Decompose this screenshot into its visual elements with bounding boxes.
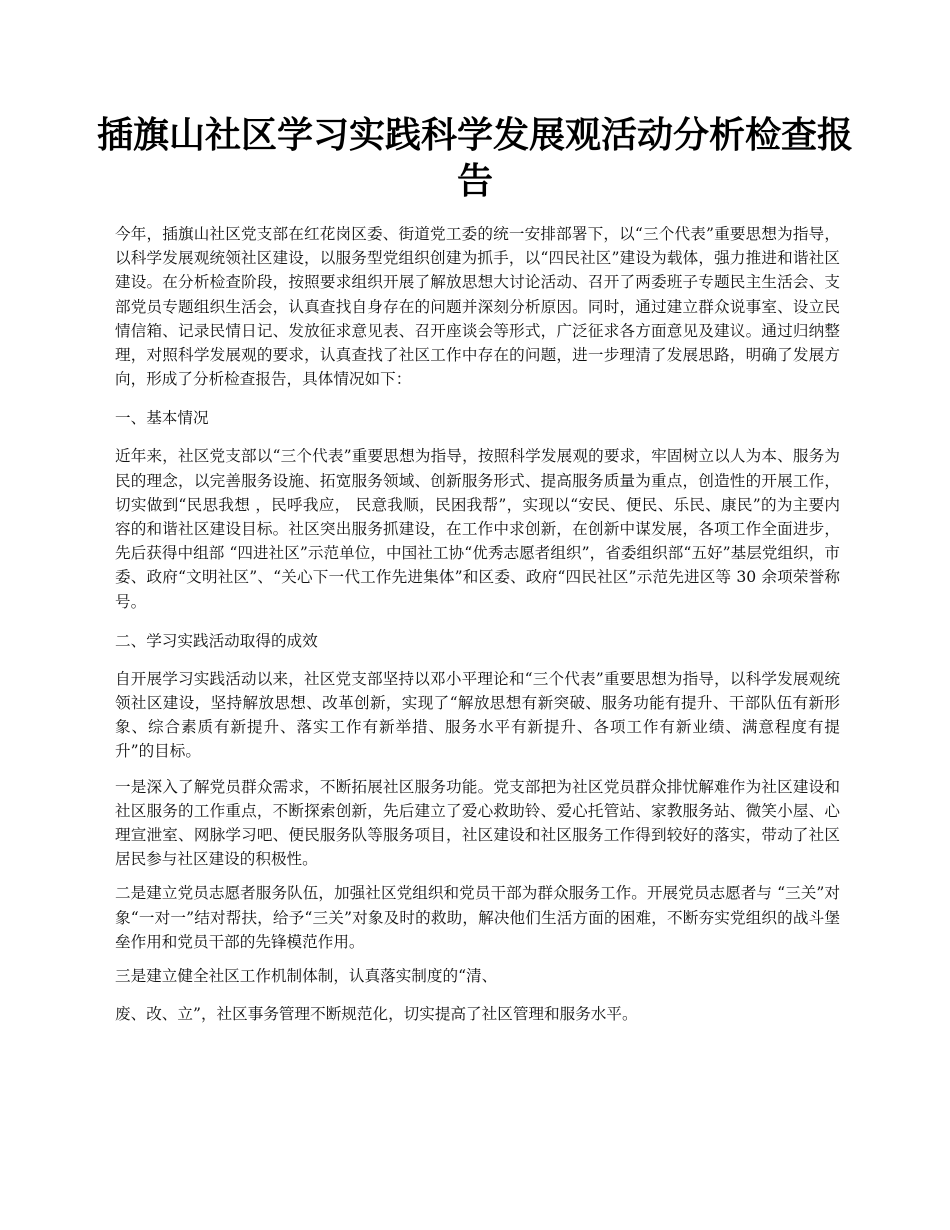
section-heading-basic-situation: 一、基本情况	[115, 409, 209, 428]
document-title: 插旗山社区学习实践科学发展观活动分析检查报告	[96, 114, 853, 202]
intro-paragraph: 今年，插旗山社区党支部在红花岗区委、街道党工委的统一安排部署下，以“三个代表”重要思想为指导，以科学发展观统领社区建设，以服务型党组织创建为抓手，以“四民社区”建设为载体，强力推进和谐社区建设。在分析检查阶段，按照要求组织开展了解放思想大讨论活动、召开了两委班子专题民主生活会、支部党员专题组织生活会，认真查找自身存在的问题并深刻分析原因。同时，通过建立群众说事室、设立民情信箱、记录民情日记、发放征求意见表、召开座谈会等形式，广泛征求各方面意见及建议。通过归纳整理，对照科学发展观的要求，认真查找了社区工作中存在的问题，进一步理清了发展思路，明确了发展方向，形成了分析检查报告，具体情况如下：	[115, 225, 840, 389]
achievement-point-3-line-2: 废、改、立”，社区事务管理不断规范化，切实提高了社区管理和服务水平。	[115, 1005, 638, 1024]
document-body	[115, 222, 840, 1026]
section-heading-achievements: 二、学习实践活动取得的成效	[115, 631, 318, 650]
achievements-intro-paragraph: 自开展学习实践活动以来，社区党支部坚持以邓小平理论和“三个代表”重要思想为指导，以科学发展观统领社区建设，坚持解放思想、改革创新，实现了“解放思想有新突破、服务功能有提升、干部队伍有新形象、综合素质有新提升、落实工作有新举措、服务水平有新提升、各项工作有新业绩、满意程度有提升”的目标。	[115, 669, 840, 761]
basic-situation-paragraph: 近年来，社区党支部以“三个代表”重要思想为指导，按照科学发展观的要求，牢固树立以人为本、服务为民的理念，以完善服务设施、拓宽服务领域、创新服务形式、提高服务质量为重点，创造性的开展工作，切实做到“民思我想 ，民呼我应， 民意我顺，民困我帮”，实现以“安民、便民、乐民、康民”的为主要内容的和谐社区建设目标。社区突出服务抓建设，在工作中求创新，在创新中谋发展，各项工作全面进步，先后获得中组部 “四进社区”示范单位，中国社工协“优秀志愿者组织”，省委组织部“五好”基层党组织，市委、政府“文明社区”、“关心下一代工作先进集体”和区委、政府“四民社区”示范先进区等 30 余项荣誉称号。	[115, 447, 840, 611]
achievement-point-1: 一是深入了解党员群众需求，不断拓展社区服务功能。党支部把为社区党员群众排忧解难作为社区建设和社区服务的工作重点，不断探索创新，先后建立了爱心救助铃、爱心托管站、家教服务站、微笑小屋、心理宣泄室、网脉学习吧、便民服务队等服务项目，社区建设和社区服务工作得到较好的落实，带动了社区居民参与社区建设的积极性。	[115, 777, 840, 869]
achievement-point-2: 二是建立党员志愿者服务队伍，加强社区党组织和党员干部为群众服务工作。开展党员志愿者与 “三关”对象“一对一”结对帮扶，给予“三关”对象及时的救助，解决他们生活方面的困难，不断夯实党组织的战斗堡垒作用和党员干部的先锋模范作用。	[115, 884, 840, 951]
achievement-point-3-line-1: 三是建立健全社区工作机制体制，认真落实制度的“清、	[115, 967, 498, 986]
